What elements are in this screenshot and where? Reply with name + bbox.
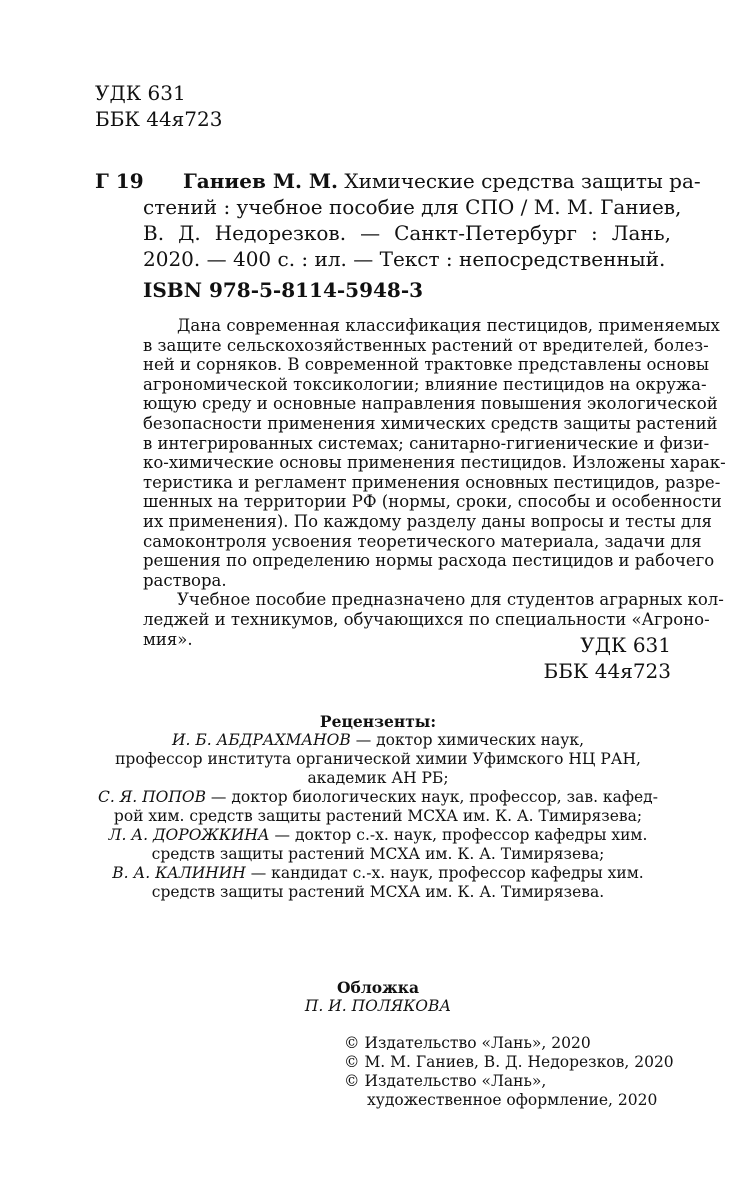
catalog-line-4: 2020. — 400 с. : ил. — Текст : непосредственный. — [143, 247, 666, 271]
annotation-line: Учебное пособие предназначено для студентов аграрных кол- — [177, 590, 724, 610]
catalog-entry — [183, 168, 701, 194]
annotation-bbk: ББК 44я723 — [543, 659, 671, 683]
cover-heading: Обложка — [337, 978, 419, 997]
annotation-line: леджей и техникумов, обучающихся по специальности «Агроно- — [143, 609, 710, 629]
reviewer-name: В. А. КАЛИНИН — [112, 864, 246, 882]
cover-artist: П. И. ПОЛЯКОВА — [304, 997, 452, 1015]
annotation-line: ко-химические основы применения пестицидов. Изложены харак- — [143, 453, 726, 473]
copyright-block: © Издательство «Лань», 2020 © М. М. Ганиев, В. Д. Недорезков, 2020 © Издательство «Лань», художественное оформление, 2020 — [344, 1034, 674, 1109]
reviewer-name: Л. А. ДОРОЖКИНА — [108, 826, 270, 844]
annotation-line: агрономической токсикологии; влияние пестицидов на окружа- — [143, 374, 707, 394]
catalog-line-2: стений : учебное пособие для СПО / М. М. Ганиев, — [143, 195, 682, 219]
catalog-code: Г 19 — [95, 169, 144, 193]
annotation-line: самоконтроля усвоения теоретического материала, задачи для — [143, 531, 702, 551]
annotation-line: безопасности применения химических средств защиты растений — [143, 413, 718, 433]
annotation-line: в защите сельскохозяйственных растений от вредителей, болез- — [143, 335, 709, 355]
annotation-line: раствора. — [143, 570, 227, 590]
reviewer-4: В. А. КАЛИНИН — кандидат с.-х. наук, профессор кафедры хим. средств защиты растений МСХА им. К. А. Тимирязева. — [112, 864, 644, 901]
reviewer-name: И. Б. АБДРАХМАНОВ — [171, 731, 351, 749]
annotation-line: ней и сорняков. В современной трактовке представлены основы — [143, 355, 709, 375]
annotation-line: решения по определению нормы расхода пестицидов и рабочего — [143, 551, 715, 571]
annotation-line: ющую среду и основные направления повышения экологической — [143, 394, 718, 414]
header-bbk: ББК 44я723 — [95, 107, 223, 131]
annotation-line: их применения). По каждому разделу даны вопросы и тесты для — [143, 511, 712, 531]
annotation — [143, 316, 726, 649]
annotation-line: в интегрированных системах; санитарно-гигиенические и физи- — [143, 433, 710, 453]
copyright-icon: © — [344, 1072, 360, 1090]
header-udk: УДК 631 — [95, 81, 186, 105]
annotation-udk: УДК 631 — [580, 633, 671, 657]
reviewer-3: Л. А. ДОРОЖКИНА — доктор с.-х. наук, профессор кафедры хим. средств защиты растений МСХА им. К. А. Тимирязева; — [108, 826, 648, 863]
annotation-line: мия». — [143, 629, 193, 649]
copyright-icon: © — [344, 1034, 360, 1052]
annotation-line: Дана современная классификация пестицидов, применяемых — [177, 316, 720, 335]
reviewer-1: И. Б. АБДРАХМАНОВ — доктор химических наук, профессор института органической химии Уфимского НЦ РАН, академик АН РБ; — [115, 731, 641, 787]
isbn: ISBN 978-5-8114-5948-3 — [143, 278, 424, 302]
reviewers-heading: Рецензенты: — [319, 712, 437, 731]
catalog-line-3: В. Д. Недорезков. — Санкт-Петербург : Лань, — [143, 221, 671, 245]
copyright-icon: © — [344, 1053, 360, 1071]
annotation-line: теристика и регламент применения основных пестицидов, разре- — [143, 472, 721, 492]
reviewer-2: С. Я. ПОПОВ — доктор биологических наук, профессор, зав. кафед- рой хим. средств защиты растений МСХА им. К. А. Тимирязева; — [98, 788, 658, 825]
annotation-line: шенных на территории РФ (нормы, сроки, способы и особенности — [143, 492, 722, 512]
catalog-line-1: Ганиев М. М. Химические средства защиты ра- — [183, 169, 701, 193]
reviewer-name: С. Я. ПОПОВ — [98, 788, 206, 806]
catalog-continuation — [143, 194, 682, 272]
catalog-author: Ганиев М. М. — [183, 169, 338, 193]
